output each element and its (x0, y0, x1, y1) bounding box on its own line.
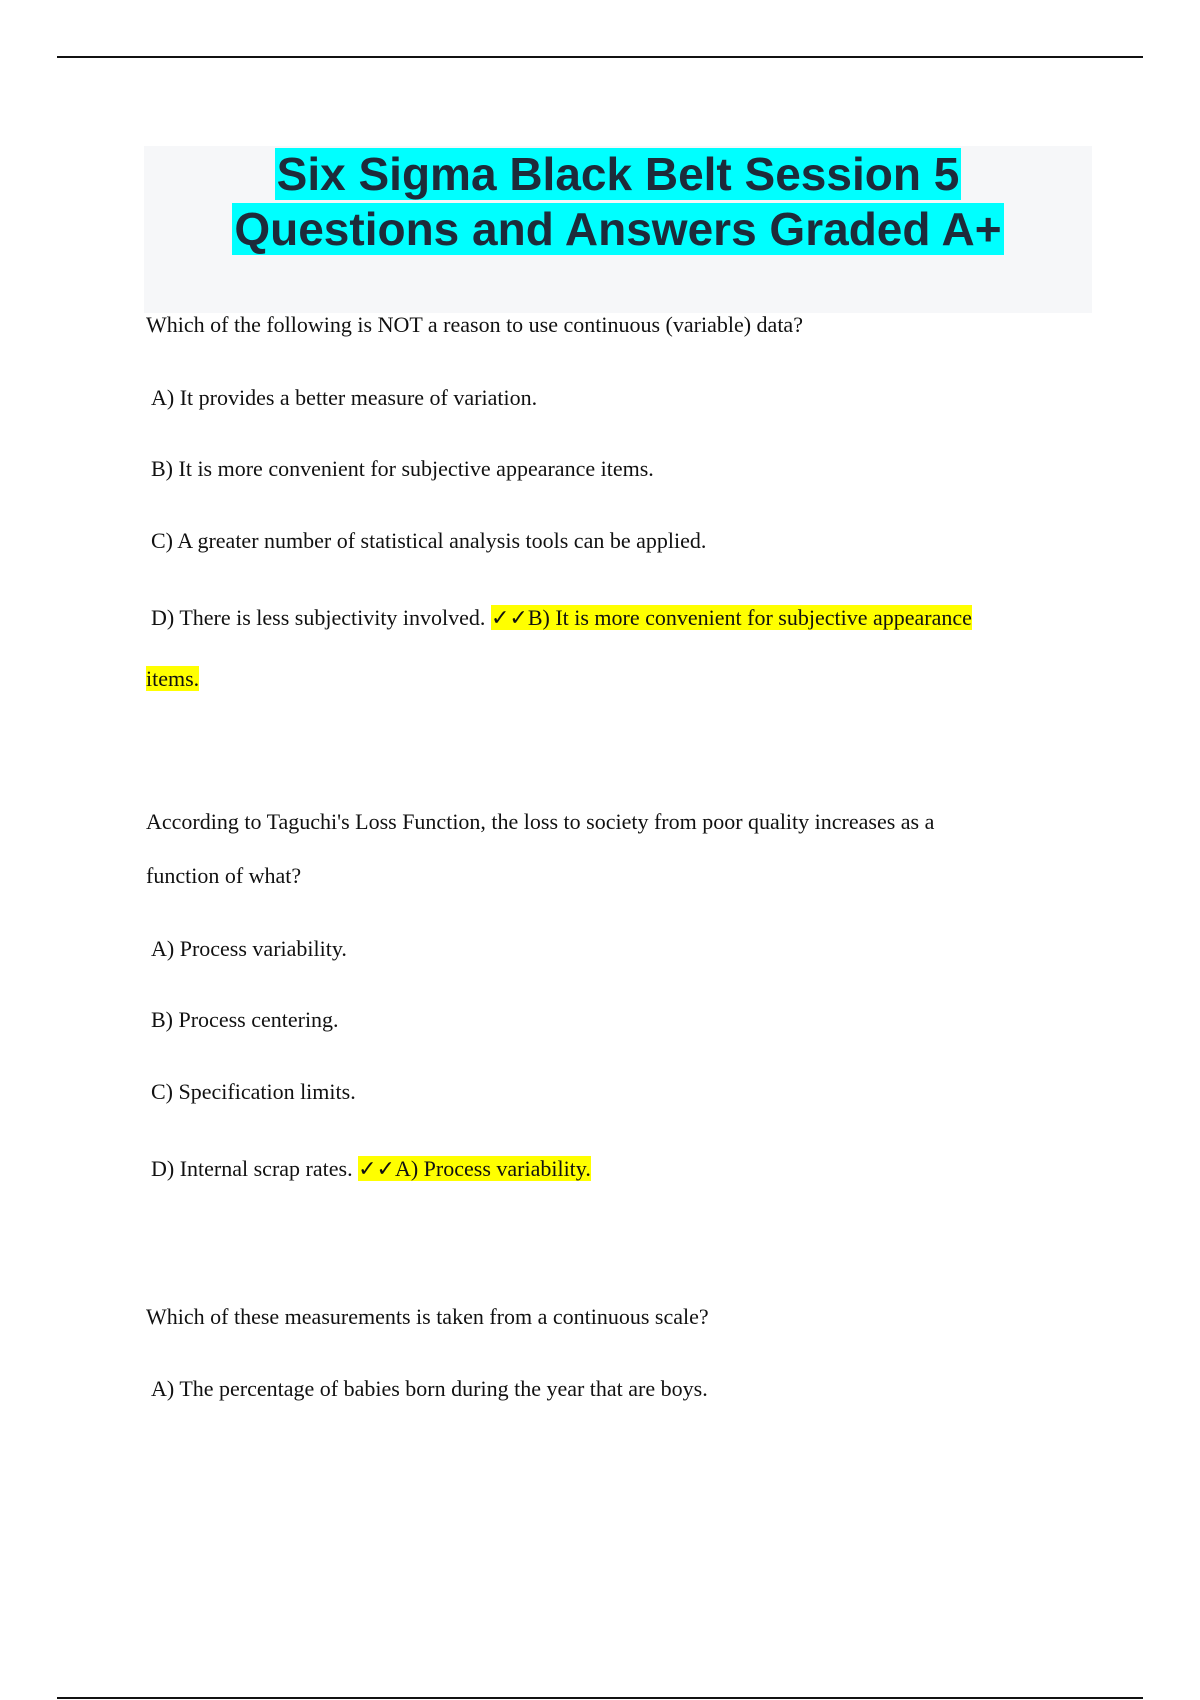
bottom-rule (57, 1697, 1143, 1699)
question-3-text: Which of these measurements is taken from a continuous scale? (146, 1304, 709, 1329)
question-2-option-a: A) Process variability. (151, 936, 347, 961)
question-3-option-a: A) The percentage of babies born during the year that are boys. (151, 1376, 708, 1401)
question-1-option-d-line (151, 603, 972, 634)
question-1-option-d: D) There is less subjectivity involved. (151, 605, 486, 630)
question-2-option-d-line (151, 1154, 591, 1185)
question-2-answer (358, 1156, 591, 1181)
question-1-answer (491, 605, 972, 630)
question-1-text: Which of the following is NOT a reason to use continuous (variable) data? (146, 312, 803, 337)
question-1-option-a: A) It provides a better measure of variation. (151, 385, 538, 410)
question-2-text-line-1: According to Taguchi's Loss Function, the loss to society from poor quality increases as a (146, 809, 935, 834)
question-2-option-d: D) Internal scrap rates. (151, 1156, 353, 1181)
check-mark-icon: ✓✓ (358, 1157, 395, 1182)
question-1-answer-text: B) It is more convenient for subjective appearance (527, 605, 972, 630)
top-rule (57, 56, 1143, 58)
question-1-option-b: B) It is more convenient for subjective appearance items. (151, 456, 654, 481)
title-block (144, 146, 1092, 313)
question-2-text-line-2: function of what? (146, 863, 302, 888)
check-mark-icon: ✓✓ (490, 606, 528, 631)
title-line-2: Questions and Answers Graded A+ (234, 203, 1002, 255)
question-2-option-b: B) Process centering. (151, 1007, 339, 1032)
question-1-option-c: C) A greater number of statistical analysis tools can be applied. (151, 528, 707, 553)
question-1-answer-continued: items. (146, 666, 200, 691)
question-2-answer-text: A) Process variability. (394, 1156, 591, 1181)
title-line-1: Six Sigma Black Belt Session 5 (276, 148, 960, 200)
question-2-option-c: C) Specification limits. (151, 1079, 356, 1104)
